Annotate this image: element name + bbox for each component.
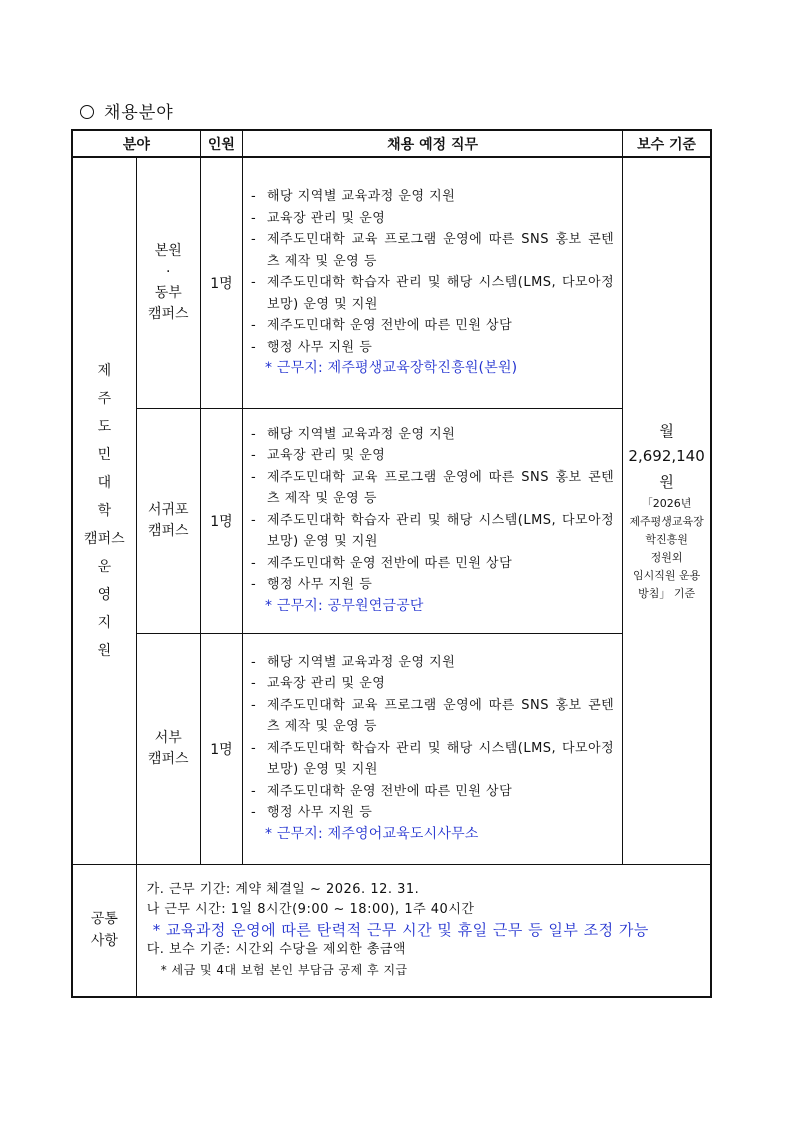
duties-list [243, 408, 623, 633]
common-row [72, 864, 711, 997]
section-heading [80, 98, 174, 123]
section-title: 채용분야 [104, 103, 174, 123]
common-line: 나 근무 시간: 1일 8시간(9:00 ~ 18:00), 1주 40시간 [146, 902, 475, 918]
duty-item: - 제주도민대학 학습자 관리 및 해당 시스템(LMS, 다모아정보망) 운영 및 지원 [251, 512, 615, 550]
duty-item: - 제주도민대학 교육 프로그램 운영에 따른 SNS 홍보 콘텐츠 제작 및 운영 등 [251, 697, 615, 735]
workplace-note: * 근무지: 제주영어교육도시사무소 [265, 825, 479, 842]
workplace-note: * 근무지: 공무원연금공단 [265, 597, 424, 614]
duty-item: - 행정 사무 지원 등 [251, 339, 373, 355]
duties-list [243, 157, 623, 408]
duty-item: - 해당 지역별 교육과정 운영 지원 [251, 189, 456, 204]
field-label: 제 주 도 민 대 학 캠퍼스 운 영 지 원 [72, 157, 136, 864]
headcount: 1명 [200, 633, 242, 864]
common-details [136, 864, 711, 997]
duty-item: - 해당 지역별 교육과정 운영 지원 [251, 654, 456, 670]
table-row [72, 633, 711, 864]
header-pay: 보수 기준 [623, 130, 711, 157]
common-note: * 세금 및 4대 보험 본인 부담금 공제 후 지급 [160, 963, 408, 978]
headcount: 1명 [200, 157, 242, 408]
headcount: 1명 [200, 408, 242, 633]
table-row [72, 157, 711, 408]
pay-standard [623, 157, 711, 864]
duty-item: - 제주도민대학 학습자 관리 및 해당 시스템(LMS, 다모아정보망) 운영 및 지원 [251, 740, 615, 778]
pay-unit: 월 [659, 421, 674, 440]
header-headcount: 인원 [200, 130, 242, 157]
common-line: 다. 보수 기준: 시간외 수당을 제외한 총금액 [146, 942, 406, 958]
duty-item: - 해당 지역별 교육과정 운영 지원 [251, 426, 456, 442]
duty-item: - 교육장 관리 및 운영 [251, 448, 386, 464]
table-row [72, 408, 711, 633]
circle-bullet-icon [80, 105, 94, 119]
table-header-row [72, 130, 711, 157]
duty-item: - 제주도민대학 교육 프로그램 운영에 따른 SNS 홍보 콘텐츠 제작 및 운영 등 [251, 232, 615, 269]
duty-item: - 교육장 관리 및 운영 [251, 210, 386, 226]
common-line: 가. 근무 기간: 계약 체결일 ~ 2026. 12. 31. [146, 882, 420, 898]
duty-item: - 교육장 관리 및 운영 [251, 676, 386, 692]
common-label: 공통 사항 [72, 864, 136, 997]
duty-item: - 제주도민대학 교육 프로그램 운영에 따른 SNS 홍보 콘텐츠 제작 및 운영 등 [251, 469, 615, 507]
duty-item: - 제주도민대학 운영 전반에 따른 민원 상담 [251, 318, 513, 333]
duty-item: - 행정 사무 지원 등 [251, 577, 373, 593]
duty-item: - 제주도민대학 학습자 관리 및 해당 시스템(LMS, 다모아정보망) 운영 및 지원 [251, 275, 615, 312]
campus-name: 서부 캠퍼스 [136, 633, 200, 864]
recruitment-table [71, 129, 712, 998]
duty-item: - 제주도민대학 운영 전반에 따른 민원 상담 [251, 555, 513, 571]
header-field: 분야 [72, 130, 200, 157]
duty-item: - 행정 사무 지원 등 [251, 805, 373, 821]
pay-basis: 「2026년 제주평생교육장 학진흥원 정원외 임시직원 운용 방침」 기준 [629, 496, 704, 600]
duties-list [243, 633, 623, 864]
header-duties: 채용 예정 직무 [243, 130, 623, 157]
common-highlight: * 교육과정 운영에 따른 탄력적 근무 시간 및 휴일 근무 등 일부 조정 가능 [152, 921, 649, 940]
campus-name: 서귀포 캠퍼스 [136, 408, 200, 633]
campus-name: 본원 · 동부 캠퍼스 [136, 157, 200, 408]
duty-item: - 제주도민대학 운영 전반에 따른 민원 상담 [251, 783, 513, 799]
workplace-note: * 근무지: 제주평생교육장학진흥원(본원) [265, 360, 518, 376]
pay-amount: 2,692,140원 [628, 446, 705, 491]
